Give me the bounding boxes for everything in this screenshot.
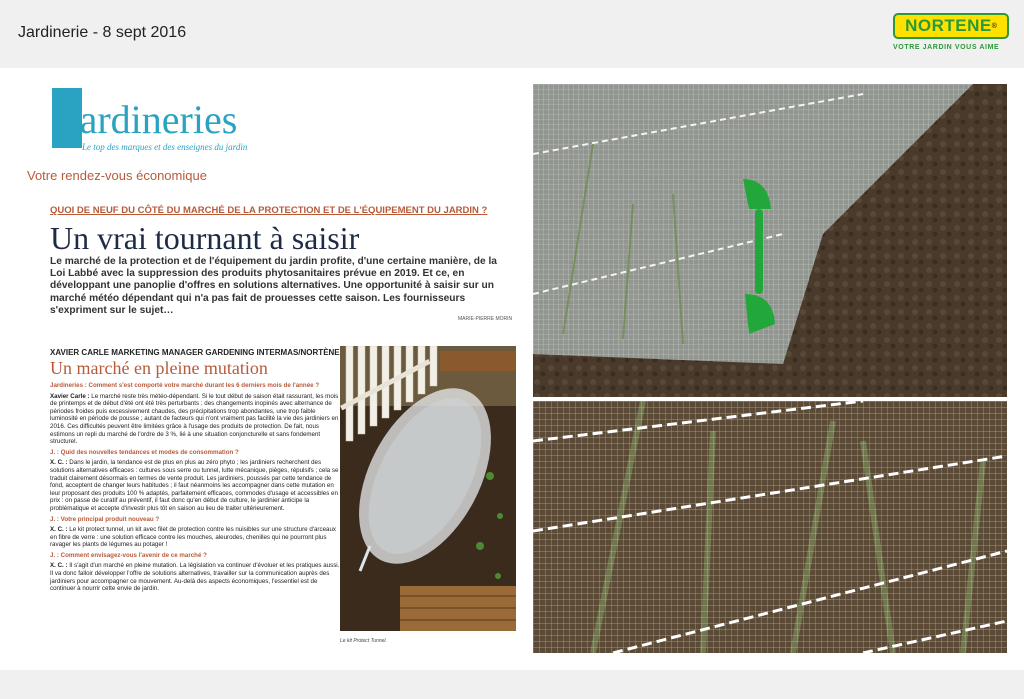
answer-3-speaker: X. C. : [50, 526, 68, 534]
article-kicker: QUOI DE NEUF DU CÔTÉ DU MARCHÉ DE LA PROTECTION ET DE L'ÉQUIPEMENT DU JARDIN ? [50, 205, 488, 216]
article-headline: Un vrai tournant à saisir [50, 220, 360, 256]
tunnel-photo [340, 346, 516, 631]
answer-paragraph [50, 459, 342, 512]
bottom-bar [0, 670, 1024, 699]
article-lede: Le marché de la protection et de l'équipement du jardin profite, d'une certaine manière, de la Loi Labbé avec la suppression des produits phytosanitaires prévue en 2019. Et ce, en développant une panoplie d'offres en solutions alternatives. Une opportunité à saisir sur un marché météo dépendant qui n'a pas fait de prouesses cette saison. Les fournisseurs s'expriment sur le sujet… [50, 256, 497, 316]
answer-3: Le kit protect tunnel, un kit avec filet de protection contre les nuisibles sur une structure d'arceaux en fibre de verre : une solution efficace contre les mouches, aleurodes, chenilles qui ne pourront plus ravager les plants de légumes au potager ! [50, 526, 336, 549]
magazine-article [18, 80, 520, 655]
question-paragraph [50, 516, 342, 524]
answer-paragraph [50, 393, 342, 446]
net-closeup-illustration [533, 401, 1007, 653]
question-2: J. : Quid des nouvelles tendances et modes de consommation ? [50, 448, 239, 456]
logo-tagline: VOTRE JARDIN VOUS AIME [893, 44, 1000, 51]
interview-title: Un marché en pleine mutation [50, 358, 268, 378]
top-bar [0, 0, 1024, 68]
question-paragraph [50, 382, 342, 390]
nortene-logo [893, 13, 1009, 39]
answer-2: Dans le jardin, la tendance est de plus en plus au zéro phyto ; les jardiniers recherchent des solutions alternatives efficaces : cultures sous serre ou tunnel, lutte mécanique, pièges, répulsifs ; cela se traduit clairement désormais en termes de vente produit. Les jardiniers, poussés par cette tendance de fond, acceptent de changer leurs habitudes ; il faut néanmoins les accompagner dans cette mutation en leur proposant des produits 100 % adaptés, parfaitement efficaces, commodes d'usage et accessibles en prix : on passe de curatif au préventif, il faut donc qu'en début de culture, le jardinier anticipe la problématique et accepte d'investir plus tôt en saison au lieu de traiter ultérieurement. [50, 459, 339, 512]
answer-1: Le marché reste très météo-dépendant. Si le tout début de saison était rassurant, les mois de printemps et de début d'été ont été très perturbants : des changements inopinés avec alternance de périodes froides puis excessivement chaudes, des précipitations trop abondantes, une trop faible luminosité en période de pousse ; autant de facteurs qui n'ont vraiment pas facilité la vie des jardiniers en 2016. Ces difficultés peuvent être limitées grâce à l'usage des produits de protection. De fait, nous estimons un repli du marché de l'ordre de 3 %, lié à une situation conjoncturelle et sans fondement structurel. [50, 392, 339, 446]
question-3: J. : Votre principal produit nouveau ? [50, 515, 160, 523]
answer-2-speaker: X. C. : [50, 459, 68, 467]
answer-4: Il s'agit d'un marché en pleine mutation. La législation va continuer d'évoluer et les pratiques aussi. Il va donc falloir développer l'offre de solutions alternatives, travailler sur la communication auprès des jardiniers pour accompagner ce mouvement. Au-delà des aspects économiques, l'essentiel est de continuer à nourrir cette envie de jardin. [50, 562, 340, 593]
question-paragraph [50, 552, 342, 560]
answer-paragraph [50, 526, 342, 549]
net-closeup-photo [533, 401, 1007, 653]
interview-kicker: XAVIER CARLE MARKETING MANAGER GARDENING INTERMAS/NORTÈNE [50, 348, 340, 357]
magazine-subtitle: Le top des marques et des enseignes du jardin [82, 142, 248, 152]
document-title: Jardinerie - 8 sept 2016 [18, 24, 187, 41]
answer-paragraph [50, 562, 342, 592]
question-paragraph [50, 449, 342, 457]
magazine-masthead: Jardineries [64, 97, 238, 142]
interview-body [50, 382, 342, 596]
answer-1-speaker: Xavier Carle : [50, 392, 90, 400]
question-1: Jardineries : Comment s'est comporté votre marché durant les 6 derniers mois de l'année ? [50, 382, 320, 389]
logo-registered-mark: ® [991, 22, 997, 30]
answer-4-speaker: X. C. : [50, 562, 68, 570]
tunnel-photo-illustration [340, 346, 516, 631]
article-author: MARIE-PIERRE MORIN [458, 316, 513, 322]
logo-wordmark: NORTENE [905, 16, 992, 35]
question-4: J. : Comment envisagez-vous l'avenir de ce marché ? [50, 551, 207, 559]
net-clip-photo [533, 84, 1007, 397]
photo-caption: Le kit Protect Tunnel. [340, 638, 387, 644]
section-label: Votre rendez-vous économique [27, 168, 207, 183]
net-clip-illustration [533, 84, 1007, 397]
